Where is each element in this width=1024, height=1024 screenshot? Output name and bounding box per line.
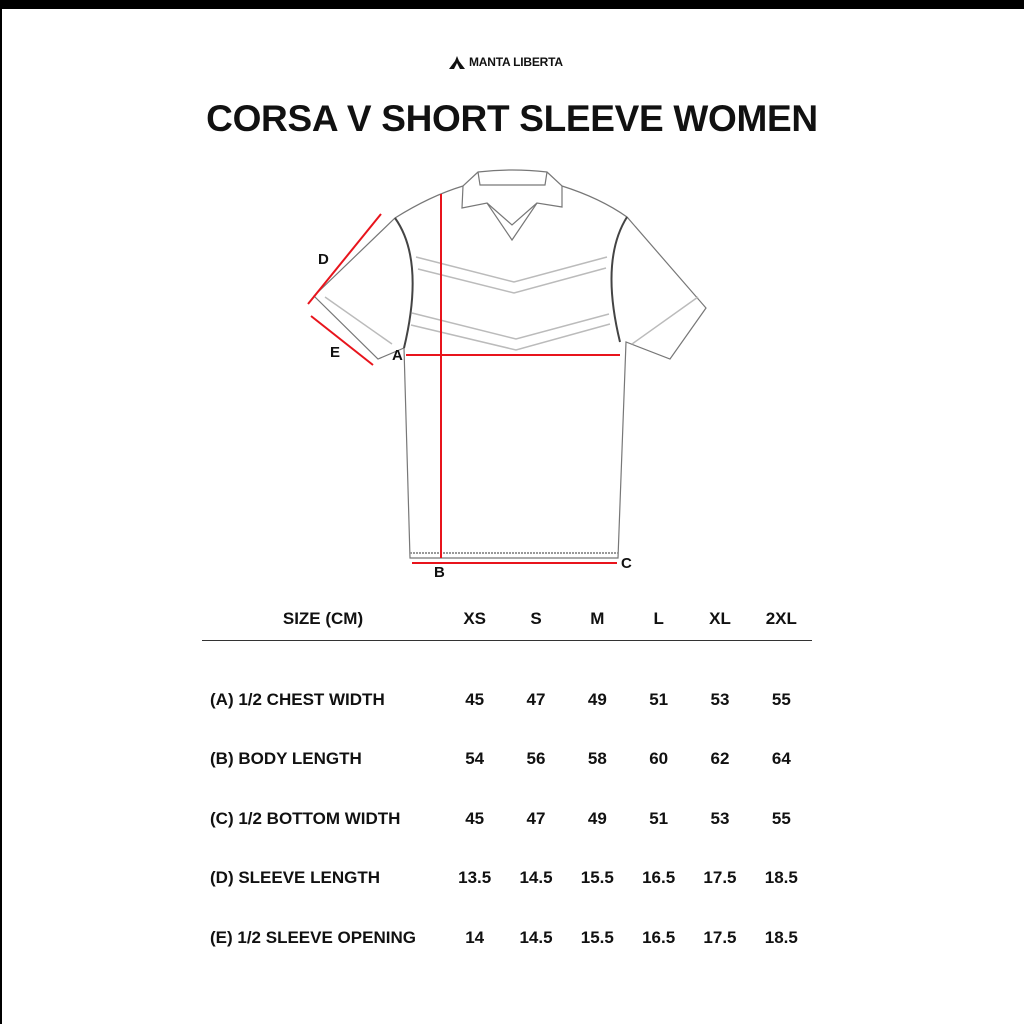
size-value: 51 <box>649 689 669 709</box>
header-xs: XS <box>444 598 505 641</box>
size-value: 60 <box>649 749 669 769</box>
size-value: 17.5 <box>703 927 737 947</box>
row-label: (C) 1/2 BOTTOM WIDTH <box>210 808 401 828</box>
table-row <box>202 789 812 849</box>
size-value: 58 <box>587 749 607 769</box>
size-value: 16.5 <box>642 868 676 888</box>
header-xl: XL <box>689 598 750 641</box>
size-value: 15.5 <box>580 927 614 947</box>
size-value: 53 <box>710 689 730 709</box>
table-row <box>202 849 812 909</box>
size-value: 15.5 <box>580 868 614 888</box>
size-value: 64 <box>771 749 791 769</box>
label-e: E <box>330 344 341 361</box>
size-value: 53 <box>710 808 730 828</box>
table-row <box>202 730 812 790</box>
size-value: 49 <box>587 808 607 828</box>
size-value: 18.5 <box>764 868 798 888</box>
label-d: D <box>318 251 329 268</box>
size-value: 55 <box>771 689 791 709</box>
size-value: 49 <box>587 689 607 709</box>
header-l: L <box>628 598 689 641</box>
page-title: CORSA V SHORT SLEEVE WOMEN <box>206 98 818 139</box>
size-table <box>202 598 812 968</box>
size-value: 14.5 <box>519 868 553 888</box>
label-c: C <box>621 555 632 572</box>
size-value: 45 <box>465 689 485 709</box>
size-value: 54 <box>465 749 485 769</box>
size-value: 45 <box>465 808 485 828</box>
row-label: (B) BODY LENGTH <box>210 749 362 769</box>
size-value: 47 <box>526 689 546 709</box>
row-label: (A) 1/2 CHEST WIDTH <box>210 689 385 709</box>
size-value: 51 <box>649 808 669 828</box>
table-header-row <box>202 598 812 641</box>
size-value: 13.5 <box>458 868 492 888</box>
header-2xl: 2XL <box>751 598 812 641</box>
size-value: 47 <box>526 808 546 828</box>
size-value: 17.5 <box>703 868 737 888</box>
header-s: S <box>505 598 566 641</box>
table-row <box>202 908 812 968</box>
size-value: 14.5 <box>519 927 553 947</box>
row-label: (D) SLEEVE LENGTH <box>210 868 381 888</box>
size-value: 62 <box>710 749 730 769</box>
brand-name: MANTA LIBERTA <box>469 55 563 69</box>
size-value: 56 <box>526 749 546 769</box>
header-size: SIZE (CM) <box>202 598 444 641</box>
label-a: A <box>392 347 403 364</box>
label-b: B <box>434 564 445 581</box>
size-value: 55 <box>771 808 791 828</box>
size-value: 16.5 <box>642 927 676 947</box>
size-value: 18.5 <box>764 927 798 947</box>
header-m: M <box>567 598 628 641</box>
row-label: (E) 1/2 SLEEVE OPENING <box>210 927 416 947</box>
size-value: 14 <box>465 927 485 947</box>
table-row <box>202 641 812 730</box>
